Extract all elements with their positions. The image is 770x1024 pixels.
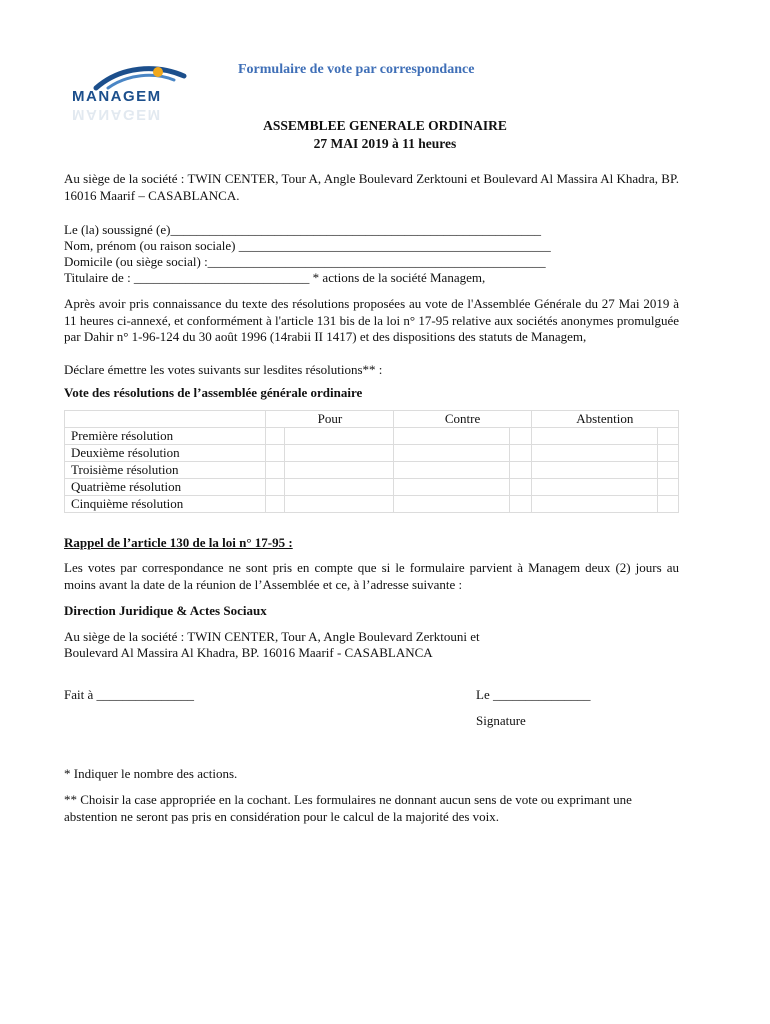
checkbox-abstention[interactable] xyxy=(531,462,657,479)
vote-cell-abstention xyxy=(657,462,678,479)
fait-a-field[interactable]: Fait à _______________ xyxy=(64,687,194,702)
checkbox-pour[interactable] xyxy=(266,445,285,462)
vote-cell-pour xyxy=(285,496,394,513)
direction-address-line-2: Boulevard Al Massira Al Khadra, BP. 16016 Maarif - CASABLANCA xyxy=(64,645,433,660)
resolution-label: Première résolution xyxy=(65,428,266,445)
checkbox-abstention[interactable] xyxy=(531,496,657,513)
declaration-text: Déclare émettre les votes suivants sur lesdites résolutions** : xyxy=(64,362,383,377)
vote-cell-contre xyxy=(510,462,531,479)
footnote-actions: * Indiquer le nombre des actions. xyxy=(64,766,238,781)
vote-table-header xyxy=(65,411,679,428)
checkbox-contre[interactable] xyxy=(394,496,510,513)
checkbox-abstention[interactable] xyxy=(531,479,657,496)
table-row xyxy=(65,462,679,479)
table-row xyxy=(65,479,679,496)
vote-cell-pour xyxy=(285,462,394,479)
checkbox-contre[interactable] xyxy=(394,428,510,445)
direction-address-line-1: Au siège de la société : TWIN CENTER, Tour A, Angle Boulevard Zerktouni et xyxy=(64,629,480,644)
vote-cell-pour xyxy=(285,428,394,445)
vote-cell-abstention xyxy=(657,496,678,513)
checkbox-pour[interactable] xyxy=(266,479,285,496)
vote-cell-abstention xyxy=(657,428,678,445)
checkbox-contre[interactable] xyxy=(394,445,510,462)
meeting-date: 27 MAI 2019 à 11 heures xyxy=(313,136,457,151)
field-soussigne[interactable]: Le (la) soussigné (e)_________________________________________________________ xyxy=(64,222,541,237)
table-row xyxy=(65,428,679,445)
resolution-label: Troisième résolution xyxy=(65,462,266,479)
vote-cell-abstention xyxy=(657,445,678,462)
logo-wordmark: MANAGEM xyxy=(72,88,162,105)
checkbox-pour[interactable] xyxy=(266,428,285,445)
checkbox-pour[interactable] xyxy=(266,462,285,479)
logo-reflection: MANAGEM xyxy=(72,106,162,123)
vote-cell-contre xyxy=(510,445,531,462)
column-pour: Pour xyxy=(266,411,394,428)
vote-cell-contre xyxy=(510,479,531,496)
field-domicile[interactable]: Domicile (ou siège social) :____________________________________________________ xyxy=(64,254,546,269)
vote-section-title: Vote des résolutions de l’assemblée générale ordinaire xyxy=(64,385,363,400)
vote-table xyxy=(64,410,679,513)
date-field[interactable]: Le _______________ xyxy=(476,687,591,702)
company-address: Au siège de la société : TWIN CENTER, Tour A, Angle Boulevard Zerktouni et Boulevard Al Massira Al Khadra, BP. 16016 Maarif – CASABLANCA. xyxy=(64,171,679,203)
field-nom-prenom[interactable]: Nom, prénom (ou raison sociale) ________________________________________________ xyxy=(64,238,551,253)
header-empty-cell xyxy=(65,411,266,428)
table-row xyxy=(65,496,679,513)
field-titulaire[interactable]: Titulaire de : ___________________________ * actions de la société Managem, xyxy=(64,270,486,285)
checkbox-contre[interactable] xyxy=(394,462,510,479)
resolution-label: Deuxième résolution xyxy=(65,445,266,462)
form-title: Formulaire de vote par correspondance xyxy=(238,62,475,77)
rappel-text: Les votes par correspondance ne sont pris en compte que si le formulaire parvient à Managem deux (2) jours au moins avant la date de la réunion de l’Assemblée et ce, à l’adresse suivante : xyxy=(64,560,679,592)
intro-paragraph: Après avoir pris connaissance du texte des résolutions proposées au vote de l'Assemblée Générale du 27 Mai 2019 à 11 heures ci-annexé, et conformément à l'article 131 bis de la loi n° 17-95 relative aux sociétés anonymes promulguée par Dahir n° 1-96-124 du 30 août 1996 (14rabii II 1417) et des dispositions des statuts de Managem, xyxy=(64,296,679,344)
meeting-title: ASSEMBLEE GENERALE ORDINAIRE xyxy=(263,118,507,133)
table-row xyxy=(65,445,679,462)
checkbox-abstention[interactable] xyxy=(531,428,657,445)
rappel-title: Rappel de l’article 130 de la loi n° 17-95 : xyxy=(64,535,293,550)
vote-cell-pour xyxy=(285,479,394,496)
vote-cell-pour xyxy=(285,445,394,462)
vote-cell-abstention xyxy=(657,479,678,496)
direction-title: Direction Juridique & Actes Sociaux xyxy=(64,603,267,618)
vote-cell-contre xyxy=(510,496,531,513)
resolution-label: Quatrième résolution xyxy=(65,479,266,496)
checkbox-pour[interactable] xyxy=(266,496,285,513)
resolution-label: Cinquième résolution xyxy=(65,496,266,513)
checkbox-contre[interactable] xyxy=(394,479,510,496)
vote-cell-contre xyxy=(510,428,531,445)
column-abstention: Abstention xyxy=(531,411,678,428)
footnote-cases: ** Choisir la case appropriée en la cochant. Les formulaires ne donnant aucun sens de vote ou exprimant une abstention ne seront pas pris en considération pour le calcul de la majorité des voix. xyxy=(64,792,632,824)
checkbox-abstention[interactable] xyxy=(531,445,657,462)
column-contre: Contre xyxy=(394,411,531,428)
signature-label: Signature xyxy=(476,713,526,728)
